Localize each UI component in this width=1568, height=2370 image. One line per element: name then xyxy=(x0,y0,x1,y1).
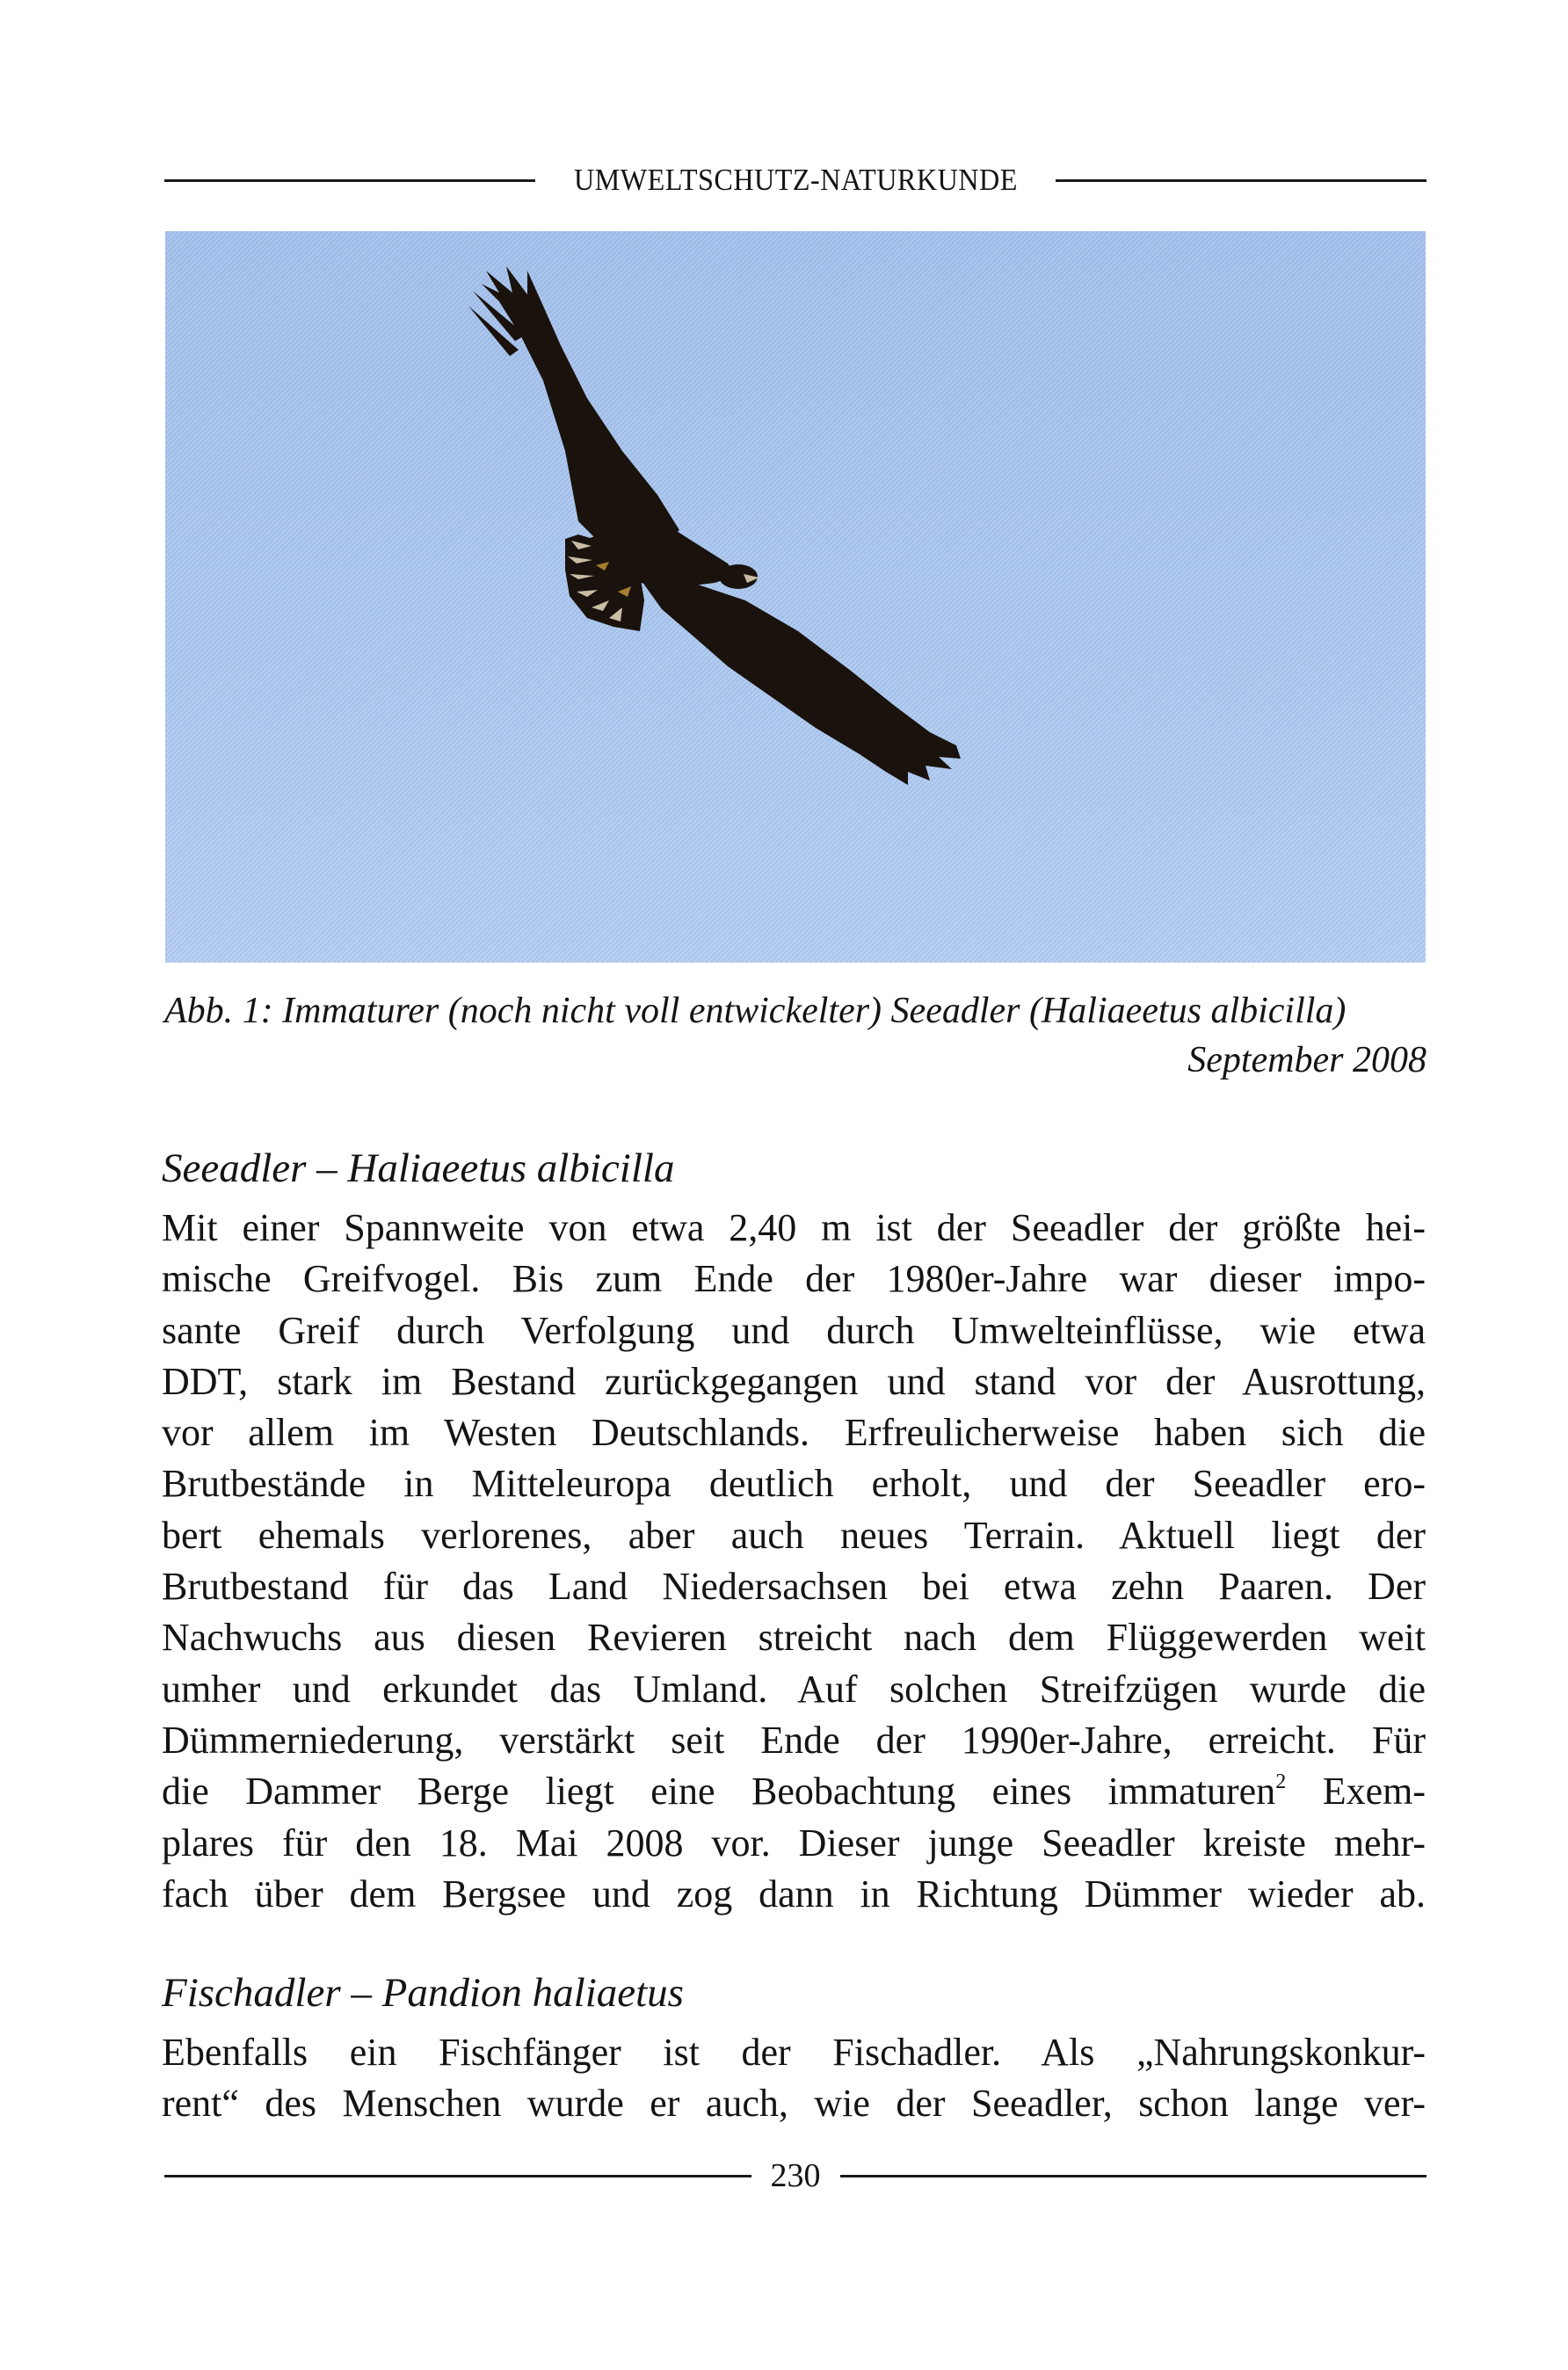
body-line: Ebenfalls ein Fischfänger ist der Fischadler. Als „Nahrungskonkur- xyxy=(162,2031,1426,2074)
section-heading-seeadler: Seeadler – Haliaeetus albicilla xyxy=(162,1145,675,1191)
body-line: Mit einer Spannweite von etwa 2,40 m ist der Seeadler der größte hei- xyxy=(162,1206,1426,1249)
body-line: bert ehemals verlorenes, aber auch neues Terrain. Aktuell liegt der xyxy=(162,1513,1426,1557)
header-rule-left xyxy=(164,179,535,182)
header-rule-right xyxy=(1056,179,1426,182)
section-heading-fischadler: Fischadler – Pandion haliaetus xyxy=(162,1970,684,2016)
body-line: Brutbestand für das Land Niedersachsen bei etwa zehn Paaren. Der xyxy=(162,1565,1426,1609)
footnote-marker[interactable]: 2 xyxy=(1275,1770,1287,1794)
figure-photo xyxy=(165,231,1426,963)
running-title: UMWELTSCHUTZ-NATURKUNDE xyxy=(573,163,1018,197)
page-number: 230 xyxy=(770,2157,821,2194)
body-line: fach über dem Bergsee und zog dann in Richtung Dümmer wieder ab. xyxy=(162,1872,1426,1916)
body-line: Dümmerniederung, verstärkt seit Ende der 1990er-Jahre, erreicht. Für xyxy=(162,1718,1426,1762)
section-body-fischadler xyxy=(162,2027,1426,2130)
page-footer xyxy=(164,2154,1426,2198)
figure-caption: Abb. 1: Immaturer (noch nicht voll entwickelter) Seeadler (Haliaeetus albicilla) xyxy=(164,991,1347,1031)
body-line: Brutbestände in Mitteleuropa deutlich erholt, und der Seeadler ero- xyxy=(162,1462,1426,1506)
figure-caption-date: September 2008 xyxy=(1187,1040,1426,1080)
body-line: plares für den 18. Mai 2008 vor. Dieser junge Seeadler kreiste mehr- xyxy=(162,1821,1426,1865)
body-line: rent“ des Menschen wurde er auch, wie der Seeadler, schon lange ver- xyxy=(162,2082,1426,2126)
body-line: vor allem im Westen Deutschlands. Erfreulicherweise haben sich die xyxy=(162,1411,1426,1455)
body-line-part: Exem- xyxy=(1322,1770,1426,1814)
body-line-part: die Dammer Berge liegt eine Beobachtung eines immaturen xyxy=(162,1770,1276,1814)
eagle-icon xyxy=(165,231,1426,963)
body-line-with-footnote xyxy=(162,1766,1426,1817)
footer-rule-right xyxy=(840,2175,1427,2177)
body-line: Nachwuchs aus diesen Revieren streicht nach dem Flüggewerden weit xyxy=(162,1616,1426,1660)
body-line: DDT, stark im Bestand zurückgegangen und stand vor der Ausrottung, xyxy=(162,1359,1426,1403)
running-header xyxy=(164,158,1426,202)
section-body-seeadler xyxy=(162,1203,1426,1920)
footer-rule-left xyxy=(164,2175,751,2177)
body-line: umher und erkundet das Umland. Auf solchen Streifzügen wurde die xyxy=(162,1667,1426,1711)
body-line: mische Greifvogel. Bis zum Ende der 1980er-Jahre war dieser impo- xyxy=(162,1257,1426,1301)
body-line: sante Greif durch Verfolgung und durch Umwelteinflüsse, wie etwa xyxy=(162,1308,1426,1352)
